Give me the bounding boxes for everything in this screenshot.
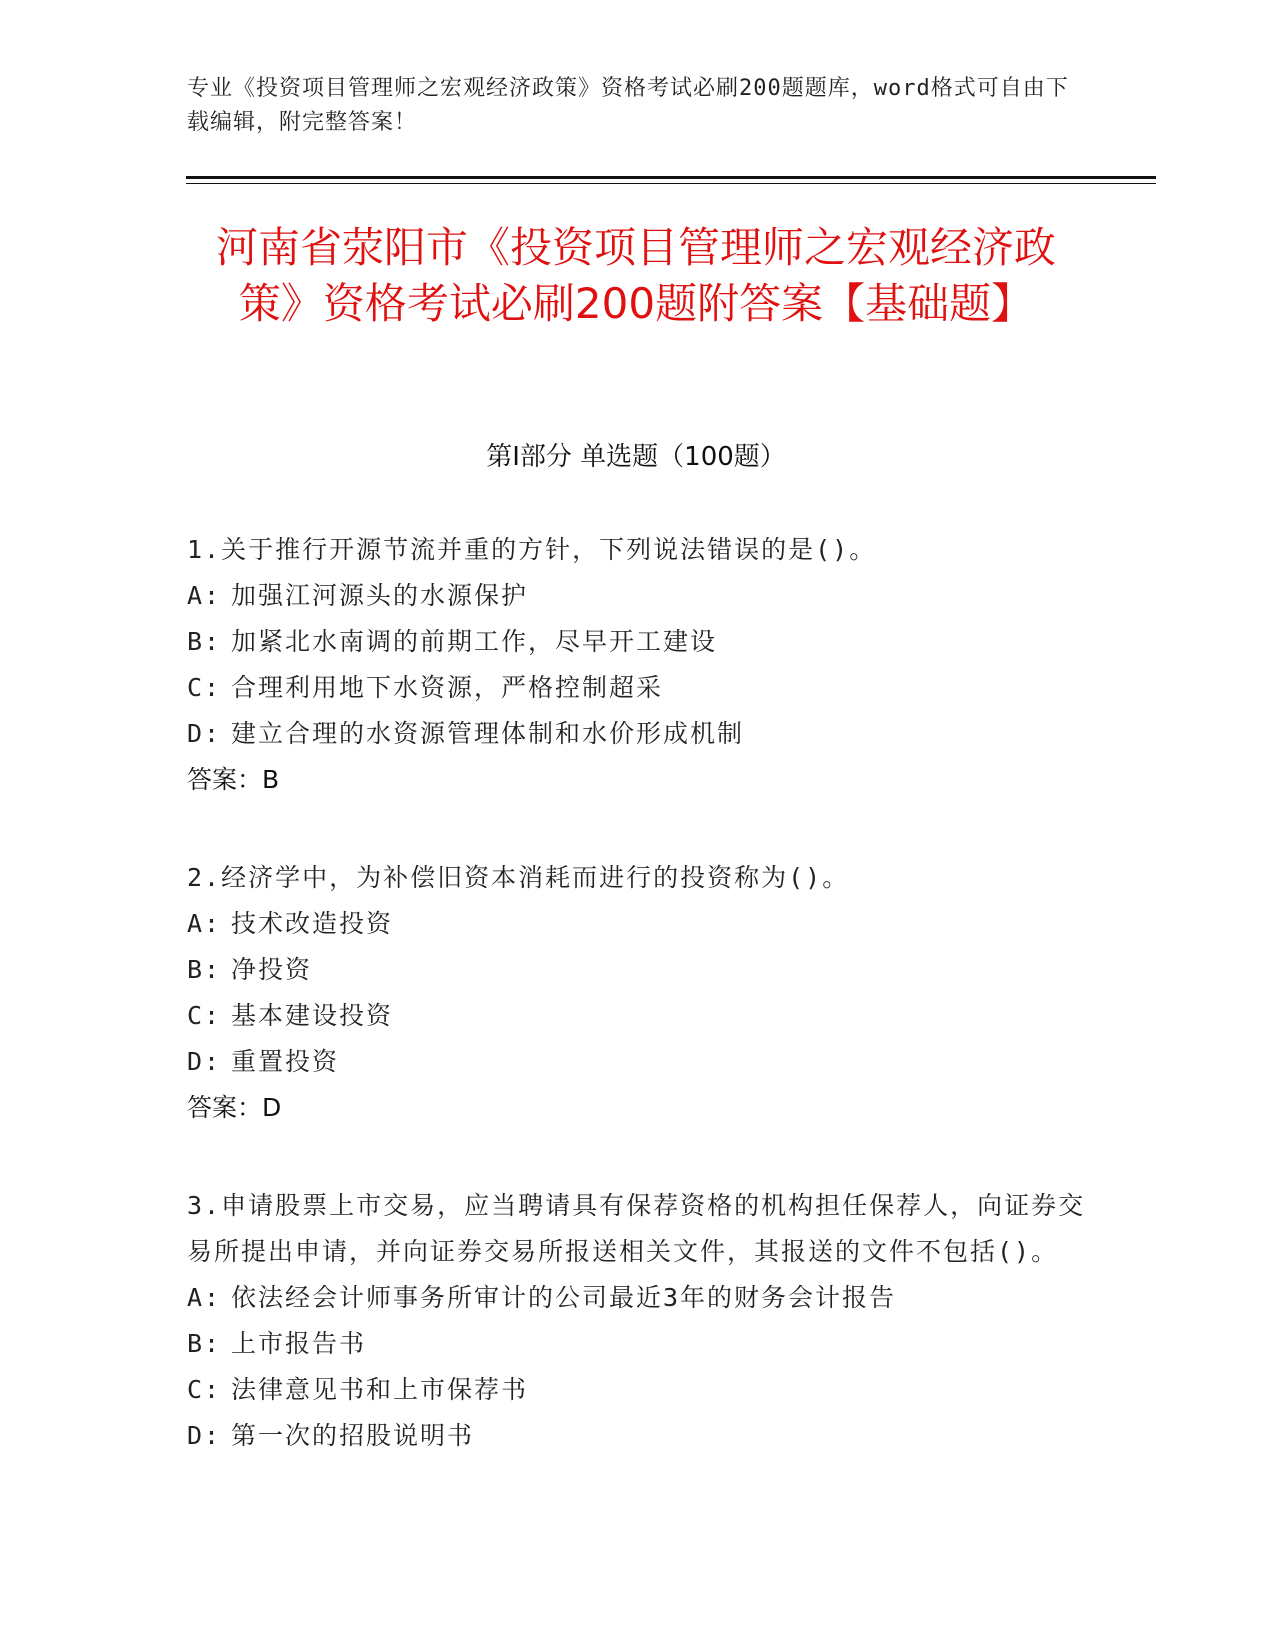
option-label: B:: [187, 1329, 222, 1358]
option-d: [187, 711, 1087, 757]
option-text: 依法经会计师事务所审计的公司最近3年的财务会计报告: [231, 1283, 897, 1312]
option-label: B:: [187, 627, 222, 656]
option-text: 技术改造投资: [231, 909, 394, 938]
option-c: [187, 1367, 1087, 1413]
option-text: 建立合理的水资源管理体制和水价形成机制: [231, 719, 745, 748]
option-label: D:: [187, 719, 222, 748]
question-list: [187, 527, 1087, 1511]
option-label: C:: [187, 1375, 222, 1404]
option-c: [187, 665, 1087, 711]
option-b: [187, 619, 1087, 665]
option-text: 合理利用地下水资源，严格控制超采: [231, 673, 664, 702]
option-b: [187, 1321, 1087, 1367]
option-label: C:: [187, 1001, 222, 1030]
option-d: [187, 1039, 1087, 1085]
option-a: [187, 901, 1087, 947]
question-3: [187, 1183, 1087, 1459]
header-rule-thick: [186, 176, 1156, 179]
option-text: 基本建设投资: [231, 1001, 394, 1030]
option-text: 法律意见书和上市保荐书: [231, 1375, 529, 1404]
option-label: D:: [187, 1047, 222, 1076]
question-stem: 2.经济学中，为补偿旧资本消耗而进行的投资称为()。: [187, 863, 850, 892]
option-label: D:: [187, 1421, 222, 1450]
option-text: 第一次的招股说明书: [231, 1421, 475, 1450]
option-text: 上市报告书: [231, 1329, 367, 1358]
option-label: B:: [187, 955, 222, 984]
option-text: 重置投资: [231, 1047, 340, 1076]
question-stem: 1.关于推行开源节流并重的方针，下列说法错误的是()。: [187, 535, 877, 564]
option-text: 净投资: [231, 955, 313, 984]
option-c: [187, 993, 1087, 1039]
option-label: A:: [187, 1283, 222, 1312]
header-note: 专业《投资项目管理师之宏观经济政策》资格考试必刷200题题库，word格式可自由下载编辑，附完整答案！: [187, 76, 1069, 135]
option-d: [187, 1413, 1087, 1459]
header-rule-thin: [186, 183, 1156, 184]
question-2: [187, 855, 1087, 1131]
option-a: [187, 573, 1087, 619]
document-title: 河南省荥阳市《投资项目管理师之宏观经济政策》资格考试必刷200题附答案【基础题】: [215, 223, 1056, 328]
option-a: [187, 1275, 1087, 1321]
question-1: [187, 527, 1087, 803]
section-heading: 第Ⅰ部分 单选题（100题）: [486, 442, 786, 472]
option-b: [187, 947, 1087, 993]
option-text: 加强江河源头的水源保护: [231, 581, 529, 610]
option-label: A:: [187, 581, 222, 610]
answer-line: 答案：D: [187, 1093, 282, 1122]
option-text: 加紧北水南调的前期工作，尽早开工建设: [231, 627, 718, 656]
question-stem: 3.申请股票上市交易，应当聘请具有保荐资格的机构担任保荐人，向证券交易所提出申请，并向证券交易所报送相关文件，其报送的文件不包括()。: [187, 1191, 1086, 1266]
option-label: C:: [187, 673, 222, 702]
answer-line: 答案：B: [187, 765, 280, 794]
option-label: A:: [187, 909, 222, 938]
